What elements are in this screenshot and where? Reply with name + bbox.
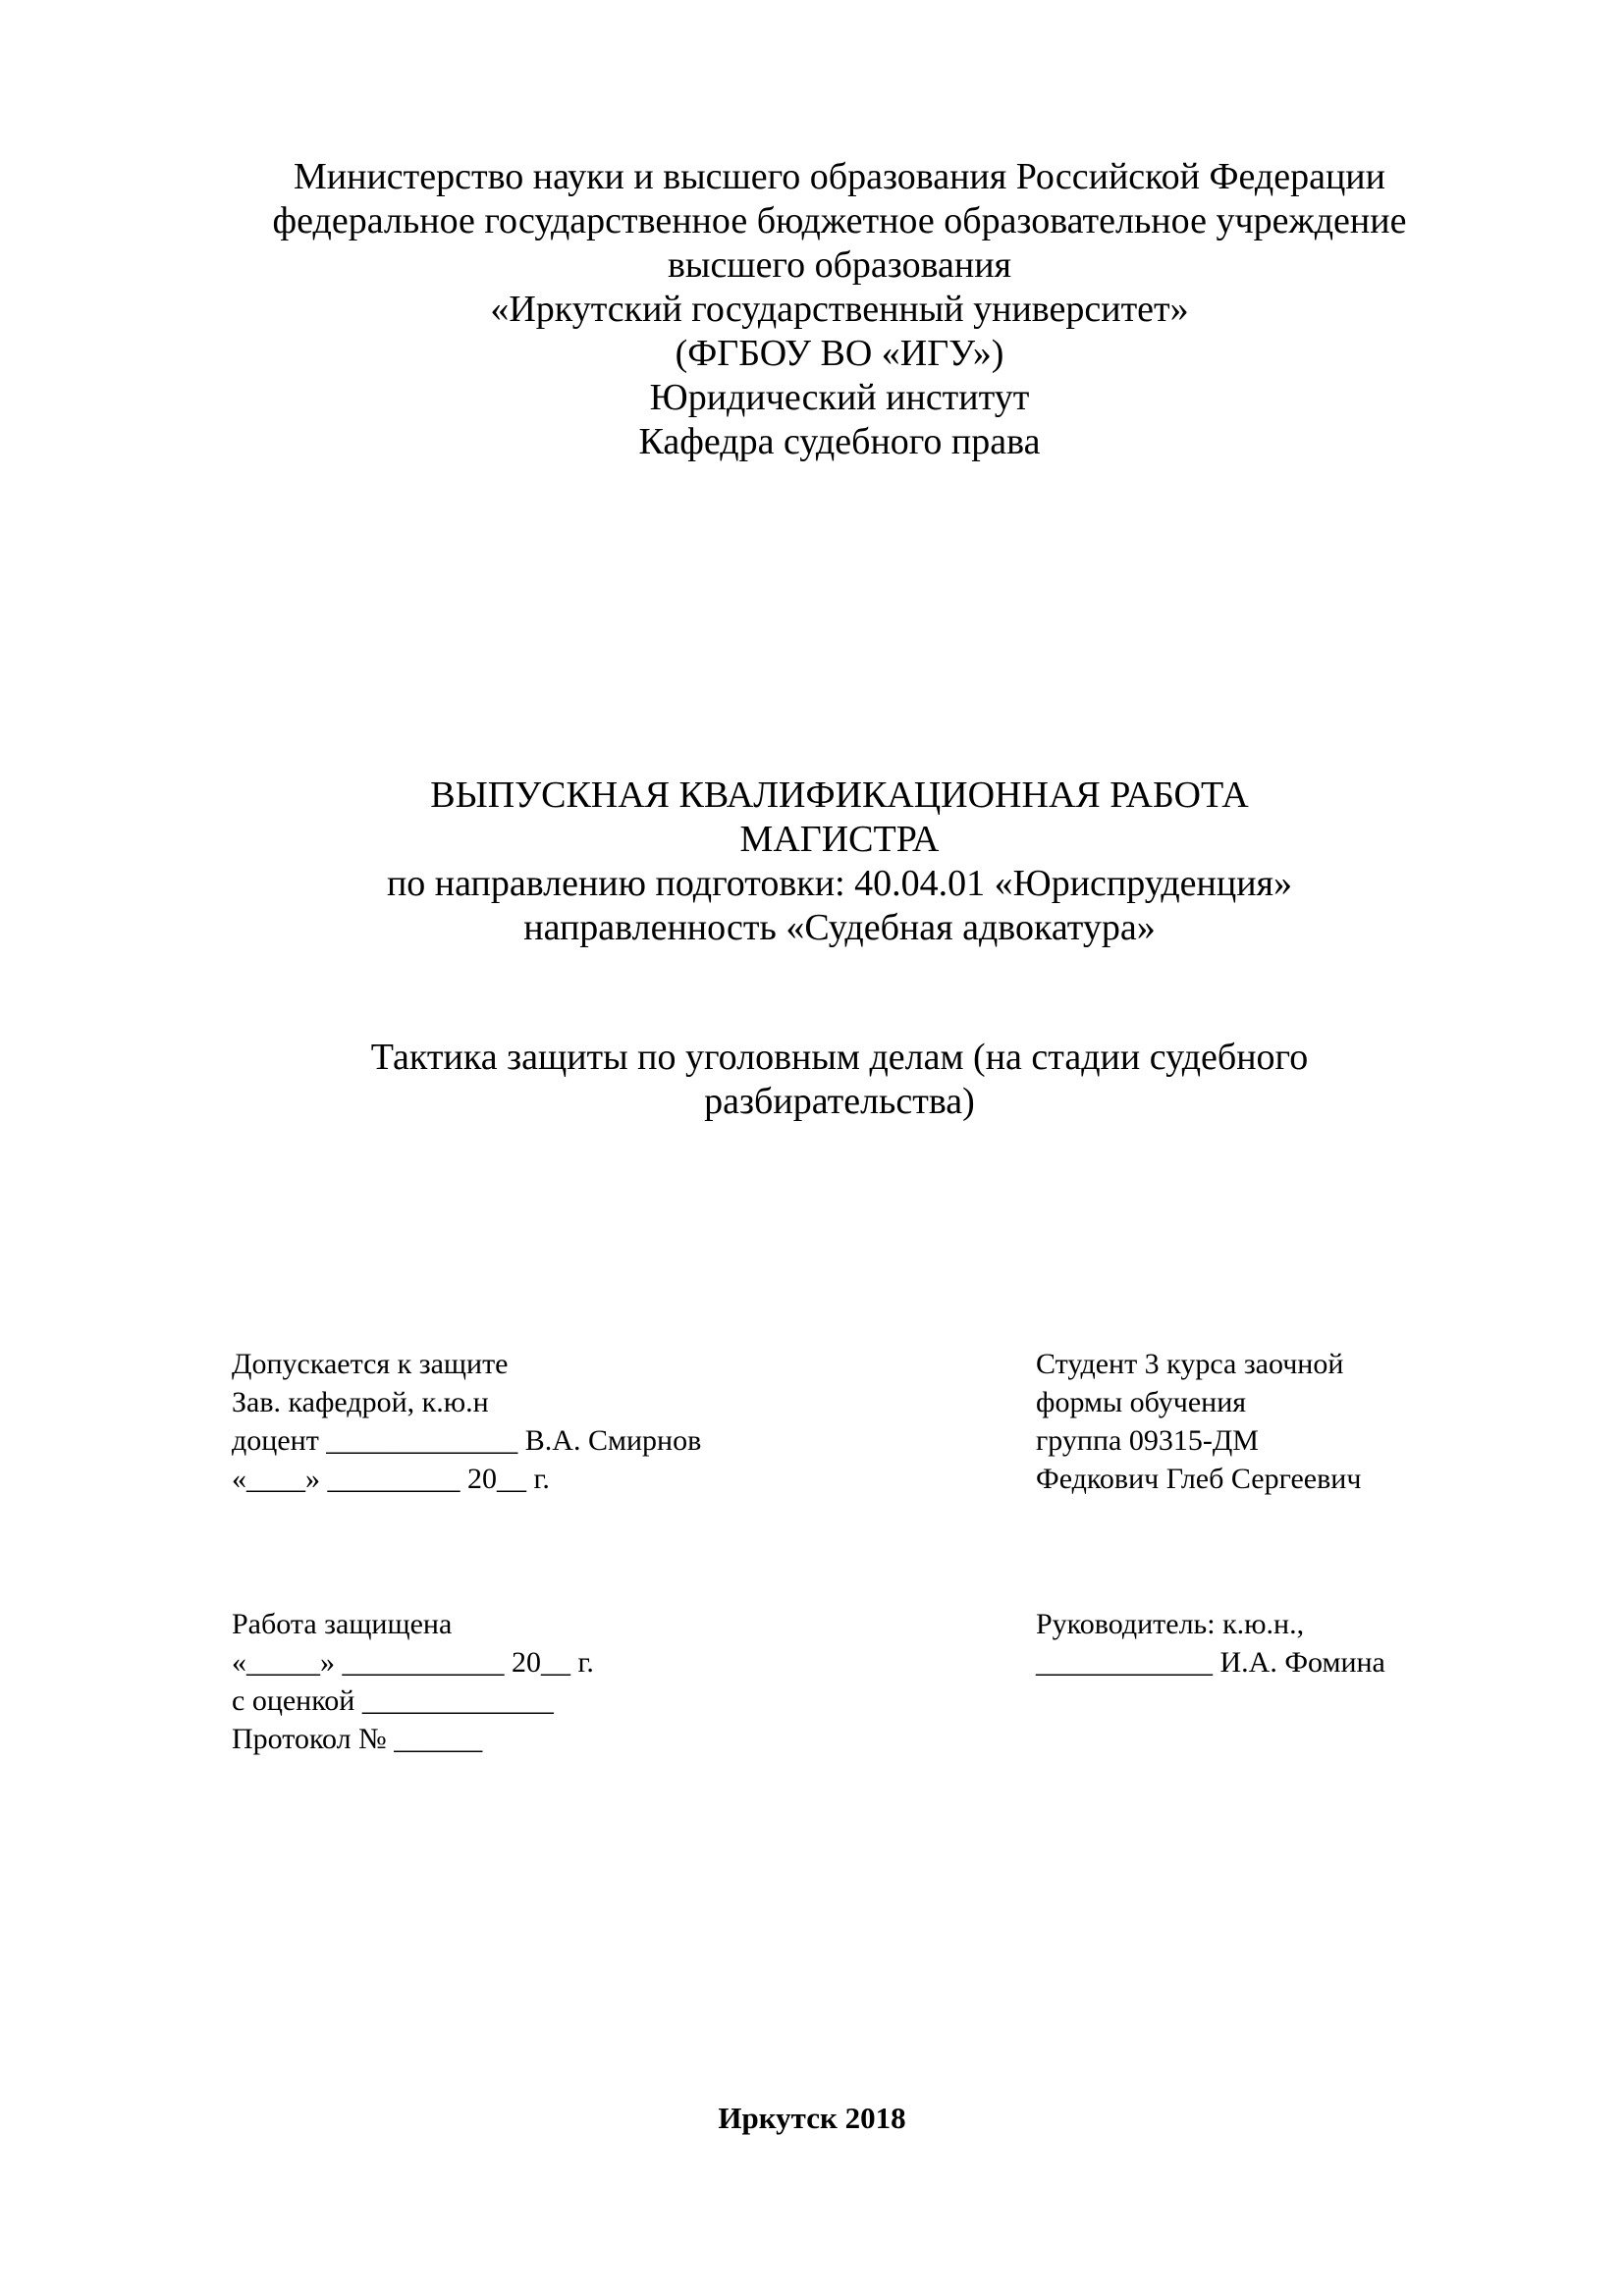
admission-line: «____» _________ 20__ г.: [232, 1463, 550, 1495]
city-year: Иркутск 2018: [718, 2101, 906, 2135]
admission-line: Зав. кафедрой, к.ю.н: [232, 1386, 489, 1418]
admission-line: доцент _____________ В.А. Смирнов: [232, 1424, 702, 1457]
institute-line: Юридический институт: [649, 377, 1030, 418]
defense-line: Работа защищена: [232, 1608, 453, 1640]
specialization-line: направленность «Судебная адвокатура»: [523, 907, 1156, 948]
student-block: [1036, 1345, 1361, 1498]
student-line: Студент 3 курса заочной: [1036, 1348, 1344, 1380]
defense-line: Протокол № ______: [232, 1723, 483, 1755]
supervisor-block: [1036, 1605, 1385, 1682]
defense-line: с оценкой _____________: [232, 1684, 554, 1717]
student-line: Федкович Глеб Сергеевич: [1036, 1463, 1362, 1495]
thesis-title-line: разбирательства): [704, 1081, 975, 1122]
supervisor-line: ____________ И.А. Фомина: [1036, 1646, 1385, 1679]
degree-line: МАГИСТРА: [739, 819, 940, 860]
work-type-block: [295, 774, 1384, 950]
institution-type-line: федеральное государственное бюджетное образовательное учреждение: [272, 200, 1407, 241]
admission-line: Допускается к защите: [232, 1348, 509, 1380]
university-name-line: «Иркутский государственный университет»: [490, 289, 1189, 330]
institution-header: [226, 155, 1453, 464]
admission-block: [232, 1345, 701, 1498]
defense-line: «_____» ___________ 20__ г.: [232, 1646, 594, 1679]
ministry-line: Министерство науки и высшего образования Российской Федерации: [294, 156, 1385, 197]
education-level-line: высшего образования: [667, 244, 1012, 286]
student-line: группа 09315-ДМ: [1036, 1424, 1259, 1457]
thesis-title: [295, 1036, 1384, 1124]
defense-block: [232, 1605, 594, 1758]
work-type-line: ВЫПУСКНАЯ КВАЛИФИКАЦИОННАЯ РАБОТА: [430, 774, 1249, 816]
program-line: по направлению подготовки: 40.04.01 «Юриспруденция»: [386, 863, 1293, 904]
supervisor-line: Руководитель: к.ю.н.,: [1036, 1608, 1305, 1640]
thesis-title-line: Тактика защиты по уголовным делам (на стадии судебного: [370, 1037, 1309, 1078]
department-line: Кафедра судебного права: [638, 421, 1041, 462]
student-line: формы обучения: [1036, 1386, 1247, 1418]
university-abbreviation-line: (ФГБОУ ВО «ИГУ»): [675, 333, 1004, 374]
